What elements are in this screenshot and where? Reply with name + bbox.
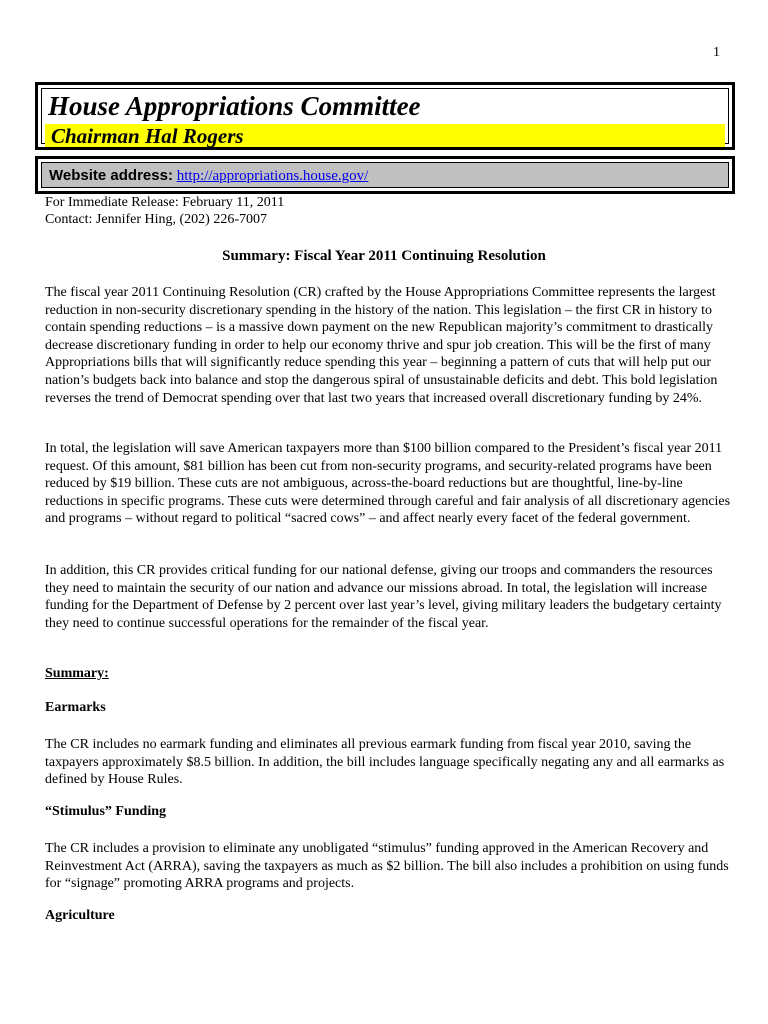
committee-title: House Appropriations Committee (48, 91, 421, 121)
defense-paragraph: In addition, this CR provides critical funding for our national defense, giving our troops and commanders the resources they need to maintain the security of our nation and advance our missions abroad. In total, the legislation will increase funding for the Department of Defense by 2 percent over last year’s level, giving military leaders the budgetary certainty they need to continue successful operations for the remainder of the fiscal year. (45, 563, 722, 631)
contact-info: Contact: Jennifer Hing, (202) 226-7007 (45, 212, 268, 227)
summary-heading: Summary: (45, 666, 109, 681)
agriculture-heading: Agriculture (45, 908, 115, 923)
website-box (35, 156, 735, 194)
savings-paragraph: In total, the legislation will save American taxpayers more than $100 billion compared to the President’s fiscal year 2011 request. Of this amount, $81 billion has been cut from non-security programs, and security-related programs have been reduced by $19 billion. These cuts are not ambiguous, across-the-board reductions but are thoughtful, line-by-line reductions in specific programs. These cuts were determined through careful and fair analysis of all discretionary agencies and programs – without regard to political “sacred cows” – and affect nearly every facet of the federal government. (45, 441, 731, 527)
website-label: Website address: (49, 167, 173, 184)
chairman-name: Chairman Hal Rogers (51, 124, 244, 148)
intro-paragraph: The fiscal year 2011 Continuing Resolution (CR) crafted by the House Appropriations Committee represents the largest reduction in non-security discretionary spending in the history of the nation. This legislation – the first CR in history to contain spending reductions – is a massive down payment on the new Republican majority’s commitment to drastically decrease discretionary funding in order to help our economy thrive and spur job creation. This will be the first of many Appropriations bills that will significantly reduce spending this year – beginning a pattern of cuts that will help put our nation’s budgets back into balance and stop the dangerous spiral of unsustainable deficits and debt. This bold legislation reverses the trend of Democrat spending over that last two years that increased overall discretionary funding by 24%. (45, 285, 718, 406)
stimulus-heading: “Stimulus” Funding (45, 804, 166, 819)
committee-header-inner (41, 88, 729, 148)
website-link[interactable]: http://appropriations.house.gov/ (176, 168, 369, 184)
website-band (41, 162, 729, 188)
release-info (45, 194, 284, 228)
chairman-band (45, 124, 725, 147)
stimulus-text: The CR includes a provision to eliminate any unobligated “stimulus” funding approved in the American Recovery and Reinvestment Act (ARRA), saving the taxpayers as much as $2 billion. The bill also includes a prohibition on using funds for “signage” promoting ARRA programs and projects. (45, 841, 729, 892)
earmarks-heading: Earmarks (45, 700, 106, 715)
release-date: For Immediate Release: February 11, 2011 (45, 195, 285, 210)
document-title: Summary: Fiscal Year 2011 Continuing Resolution (222, 248, 546, 264)
website-line (49, 167, 368, 185)
earmarks-text: The CR includes no earmark funding and eliminates all previous earmark funding from fiscal year 2010, saving the taxpayers approximately $8.5 billion. In addition, the bill includes language specifically negating any and all earmarks as defined by House Rules. (45, 737, 725, 788)
committee-header (35, 82, 735, 150)
page-number: 1 (713, 45, 720, 60)
